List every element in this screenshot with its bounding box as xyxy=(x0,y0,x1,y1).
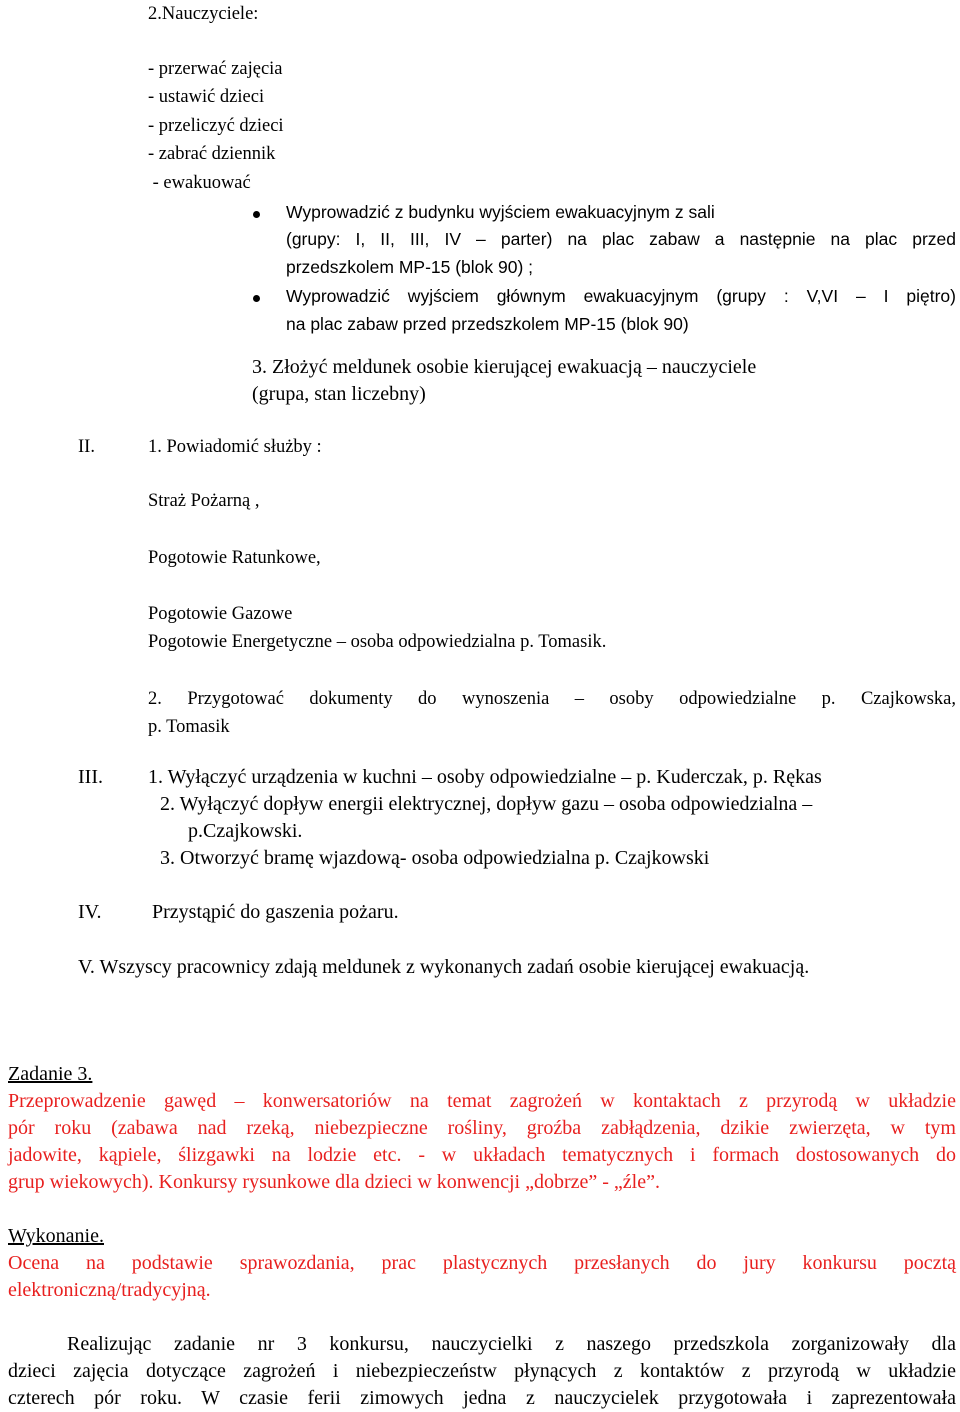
documents-line-2: p. Tomasik xyxy=(148,717,230,737)
notify-services-heading: 1. Powiadomić służby : xyxy=(148,437,322,457)
documents-line-1: 2. Przygotować dokumenty do wynoszenia – osoby odpowiedzialne p. Czajkowska, xyxy=(148,689,956,709)
bullet-icon xyxy=(253,211,260,218)
energy-gas-item-cont: p.Czajkowski. xyxy=(188,820,303,842)
paragraph-line: grup wiekowych). Konkursy rysunkowe dla dzieci w konwencji „dobrze” - „źle”. xyxy=(8,1171,660,1193)
section-v-text: V. Wszyscy pracownicy zdają meldunek z wykonanych zadań osobie kierującej ewakuacją. xyxy=(78,956,810,978)
list-item: - przeliczyć dzieci xyxy=(148,116,284,136)
paragraph-line: pór roku (zabawa nad rzeką, niebezpieczne rośliny, groźba zabłądzenia, dzikie zwierzęta, w tym xyxy=(8,1117,956,1139)
bullet-2-line-2: na plac zabaw przed przedszkolem MP-15 (blok 90) xyxy=(286,314,689,334)
list-item: - zabrać dziennik xyxy=(148,144,276,164)
bullet-icon xyxy=(253,295,260,302)
paragraph-line: jadowite, kąpiele, ślizgawki na lodzie etc. - w układach tematycznych i formach dostosowanych do xyxy=(8,1144,956,1166)
list-item: - przerwać zajęcia xyxy=(148,59,283,79)
list-item: - ustawić dzieci xyxy=(148,87,265,107)
wykonanie-heading: Wykonanie. xyxy=(8,1225,104,1247)
bullet-1-line-2: (grupy: I, II, III, IV – parter) na plac zabaw a następnie na plac przed xyxy=(286,229,956,249)
gate-item: 3. Otworzyć bramę wjazdową- osoba odpowiedzialna p. Czajkowski xyxy=(160,847,710,869)
section-heading-nauczyciele: 2.Nauczyciele: xyxy=(148,4,259,24)
wykonanie-line-1: Ocena na podstawie sprawozdania, prac plastycznych przesłanych do jury konkursu pocztą xyxy=(8,1252,956,1274)
section-numeral-ii: II. xyxy=(78,437,95,457)
report-line-2: (grupa, stan liczebny) xyxy=(252,383,426,405)
kitchen-devices-item: 1. Wyłączyć urządzenia w kuchni – osoby odpowiedzialne – p. Kuderczak, p. Rękas xyxy=(148,766,822,788)
section-numeral-iii: III. xyxy=(78,766,103,788)
bullet-1-line-3: przedszkolem MP-15 (blok 90) ; xyxy=(286,257,534,277)
service-ambulance: Pogotowie Ratunkowe, xyxy=(148,548,321,568)
paragraph-line: Przeprowadzenie gawęd – konwersatoriów na temat zagrożeń w kontaktach z przyrodą w układzie xyxy=(8,1090,956,1112)
paragraph-line: czterech pór roku. W czasie ferii zimowych jedna z nauczycielek przygotowała i zaprezentowała xyxy=(8,1387,956,1409)
bullet-2-line-1: Wyprowadzić wyjściem głównym ewakuacyjnym (grupy : V,VI – I piętro) xyxy=(286,286,956,306)
list-item: - ewakuować xyxy=(148,173,251,193)
wykonanie-line-2: elektroniczną/tradycyjną. xyxy=(8,1279,211,1301)
report-line-1: 3. Złożyć meldunek osobie kierującej ewakuacją – nauczyciele xyxy=(252,356,757,378)
bullet-1-line-1: Wyprowadzić z budynku wyjściem ewakuacyjnym z sali xyxy=(286,202,715,222)
firefighting-item: Przystąpić do gaszenia pożaru. xyxy=(152,901,399,923)
service-gas: Pogotowie Gazowe xyxy=(148,604,293,624)
section-numeral-iv: IV. xyxy=(78,901,102,923)
paragraph-line: dzieci zajęcia dotyczące zagrożeń i niebezpieczeństw płynących z kontaktów z przyrodą w układzie xyxy=(8,1360,956,1382)
zadanie-3-heading: Zadanie 3. xyxy=(8,1063,93,1085)
paragraph-line: Realizując zadanie nr 3 konkursu, nauczycielki z naszego przedszkola zorganizowały dla xyxy=(67,1333,956,1355)
service-fire-brigade: Straż Pożarną , xyxy=(148,491,260,511)
service-energy: Pogotowie Energetyczne – osoba odpowiedzialna p. Tomasik. xyxy=(148,632,607,652)
energy-gas-item: 2. Wyłączyć dopływ energii elektrycznej, dopływ gazu – osoba odpowiedzialna – xyxy=(160,793,813,815)
